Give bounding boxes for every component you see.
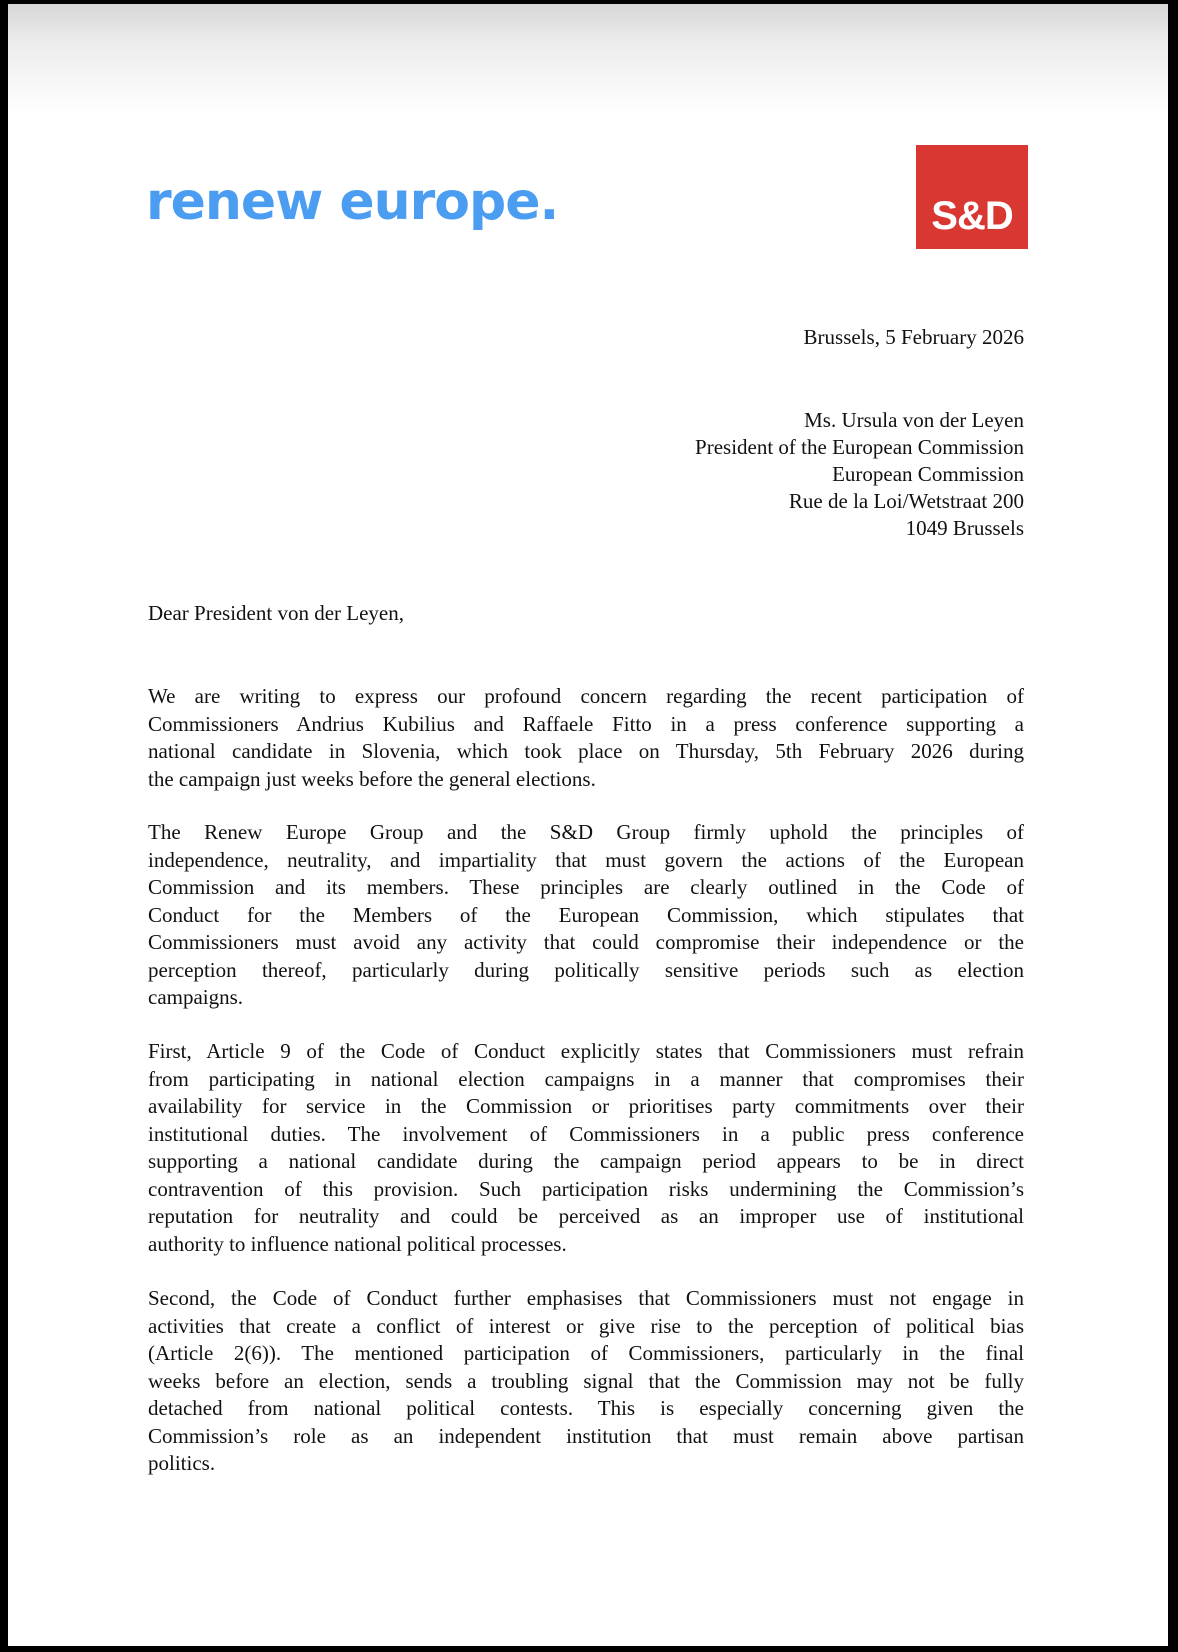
text-line: supporting a national candidate during the campaign period appears to be in direct xyxy=(148,1149,1024,1173)
recipient-address xyxy=(695,407,1024,542)
address-line: President of the European Commission xyxy=(695,435,1024,459)
text-line: activities that create a conflict of interest or give rise to the perception of political bias xyxy=(148,1313,1024,1338)
text-line: independence, neutrality, and impartiality that must govern the actions of the European xyxy=(148,847,1024,872)
address-line: European Commission xyxy=(832,462,1024,486)
text-line: campaigns. xyxy=(148,985,244,1009)
text-line: weeks before an election, sends a troubling signal that the Commission may not be fully xyxy=(148,1368,1024,1393)
text-line: (Article 2(6)). The mentioned participation of Commissioners, particularly in the final xyxy=(148,1341,1024,1365)
text-line: First, Article 9 of the Code of Conduct explicitly states that Commissioners must refrain xyxy=(148,1039,1024,1063)
address-line: Ms. Ursula von der Leyen xyxy=(804,408,1024,432)
text-line: perception thereof, particularly during politically sensitive periods such as election xyxy=(148,957,1024,982)
text-line: Commissioners must avoid any activity that could compromise their independence or the xyxy=(148,930,1024,954)
text-line: Commission and its members. These principles are clearly outlined in the Code of xyxy=(148,875,1024,899)
scan-shadow xyxy=(8,4,1168,114)
salutation: Dear President von der Leyen, xyxy=(148,601,404,625)
address-line: Rue de la Loi/Wetstraat 200 xyxy=(788,489,1024,513)
letter-date: Brussels, 5 February 2026 xyxy=(803,325,1024,349)
address-line: 1049 Brussels xyxy=(905,516,1024,540)
text-line: Commission’s role as an independent institution that must remain above partisan xyxy=(148,1423,1024,1448)
text-line: Second, the Code of Conduct further emphasises that Commissioners must not engage in xyxy=(148,1286,1024,1310)
text-line: institutional duties. The involvement of Commissioners in a public press conference xyxy=(148,1121,1024,1146)
paragraph-2 xyxy=(148,819,1024,1012)
letter-page xyxy=(8,4,1168,1646)
paragraph-1 xyxy=(148,683,1024,793)
text-line: reputation for neutrality and could be perceived as an improper use of institutional xyxy=(148,1204,1024,1228)
text-line: contravention of this provision. Such participation risks undermining the Commission’s xyxy=(148,1176,1024,1201)
paragraph-3 xyxy=(148,1038,1024,1258)
text-line: national candidate in Slovenia, which took place on Thursday, 5th February 2026 during xyxy=(148,739,1024,763)
text-line: availability for service in the Commission or prioritises party commitments over their xyxy=(148,1094,1024,1118)
sd-logo-text: S&D xyxy=(931,194,1013,238)
text-line: authority to influence national political processes. xyxy=(148,1231,567,1256)
text-line: Conduct for the Members of the European Commission, which stipulates that xyxy=(148,902,1024,927)
text-line: We are writing to express our profound concern regarding the recent participation of xyxy=(148,684,1024,708)
text-line: Commissioners Andrius Kubilius and Raffaele Fitto in a press conference supporting a xyxy=(148,711,1024,736)
renew-europe-logo: renew europe. xyxy=(146,172,559,232)
text-line: politics. xyxy=(148,1451,216,1475)
text-line: detached from national political contests. This is especially concerning given the xyxy=(148,1396,1024,1420)
text-line: The Renew Europe Group and the S&D Group firmly uphold the principles of xyxy=(148,820,1024,844)
text-line: from participating in national election campaigns in a manner that compromises their xyxy=(148,1066,1024,1091)
sd-logo xyxy=(916,145,1028,249)
paragraph-4 xyxy=(148,1285,1024,1478)
text-line: the campaign just weeks before the general elections. xyxy=(148,766,596,791)
